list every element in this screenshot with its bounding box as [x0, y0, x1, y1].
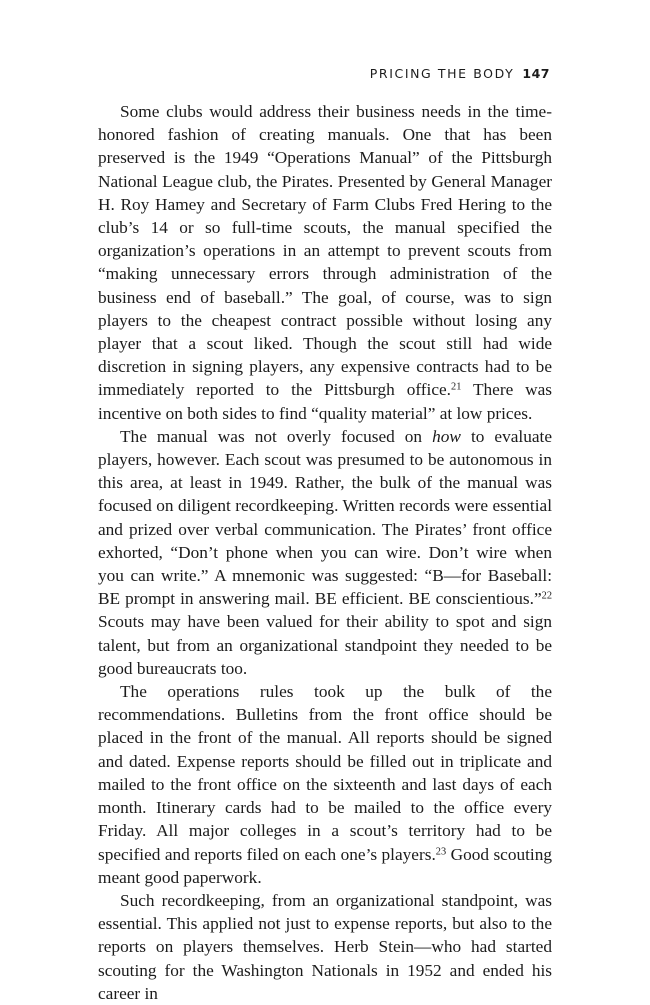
- paragraph-text: Some clubs would address their business needs in the time-honored fashion of creating manuals. One that has been preserved is the 1949 “Operations Manual” of the Pittsburgh National League club, the Pirates. Presented by General Manager H. Roy Hamey and Secretary of Farm Clubs Fred Hering to the club’s 14 or so full-time scouts, the manual specified the organization’s operations in an attempt to prevent scouts from “making unnecessary errors through administration of the business end of baseball.” The goal, of course, was to sign players to the cheapest contract possible without losing any player that a scout liked. Though the scout still had wide discretion in signing players, any expensive contracts had to be immediately reported to the Pittsburgh office.: [98, 102, 552, 400]
- footnote-marker: 22: [541, 590, 552, 602]
- paragraph-text: Good scouting meant good paperwork.: [98, 844, 553, 887]
- paragraph: [98, 889, 552, 1005]
- paragraph-text: Such recordkeeping, from an organizational standpoint, was essential. This applied not just to expense reports, but also to the reports on players themselves. Herb Stein—who had started scouting for the Washington Nationals in 1952 and ended his career in: [98, 890, 552, 1003]
- paragraph-text: Scouts may have been valued for their ability to spot and sign talent, but from an organizational standpoint they needed to be good bureaucrats too.: [98, 612, 552, 678]
- paragraph-text: to evaluate players, however. Each scout was presumed to be autonomous in this area, at least in 1949. Rather, the bulk of the manual was focused on diligent recordkeeping. Written records were essential and prized over verbal communication. The Pirates’ front office exhorted, “Don’t phone when you can wire. Don’t wire when you can write.” A mnemonic was suggested: “B—for Baseball: BE prompt in answering mail. BE efficient. BE conscientious.”: [98, 426, 552, 609]
- paragraph: [98, 680, 552, 889]
- page-number: 147: [522, 66, 550, 81]
- footnote-marker: 21: [451, 381, 462, 393]
- paragraph: [98, 425, 552, 680]
- paragraph: [98, 100, 552, 425]
- running-header: [370, 66, 550, 81]
- paragraph-text: The manual was not overly focused on: [120, 426, 433, 446]
- paragraph-text: The operations rules took up the bulk of the recommendations. Bulletins from the front office should be placed in the front of the manual. All reports should be signed and dated. Expense reports should be filled out in triplicate and mailed to the front office on the sixteenth and last days of each month. Itinerary cards had to be mailed to the office every Friday. All major colleges in a scout’s territory had to be specified and reports filed on each one’s players.: [98, 682, 552, 864]
- emphasized-text: how: [432, 426, 461, 446]
- footnote-marker: 23: [435, 845, 447, 857]
- running-title: PRICING THE BODY: [369, 66, 515, 81]
- body-text: [98, 100, 552, 1005]
- paragraph-text: There was incentive on both sides to find “quality material” at low prices.: [98, 380, 553, 423]
